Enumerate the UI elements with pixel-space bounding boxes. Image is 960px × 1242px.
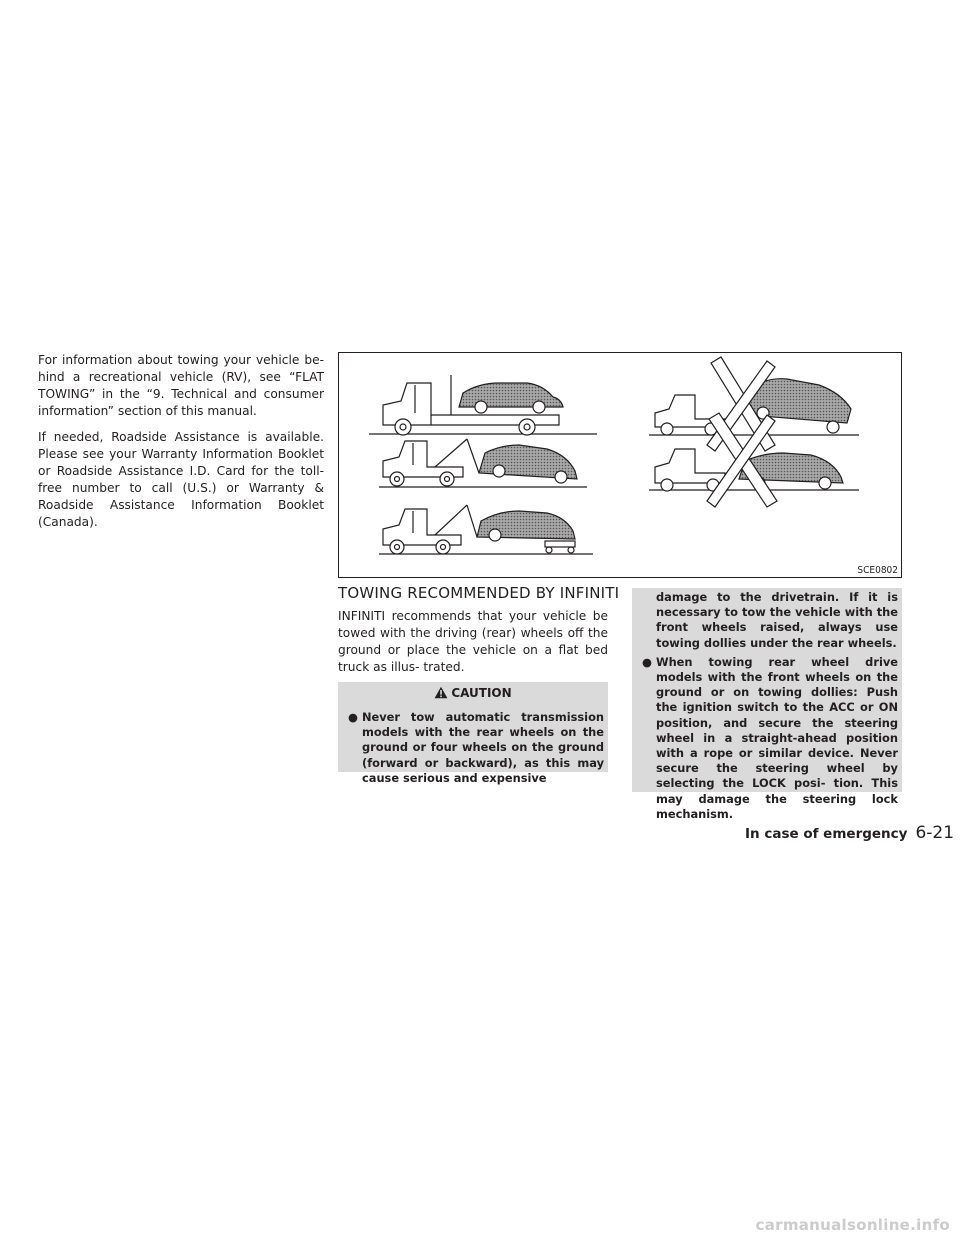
caution-item-2-text: When towing rear wheel drive models with the front wheels on the ground or on towing dollies: Push the ignition switch to the ACC or ON position, and secure the steering wheel in a straight-ahead position with a rope or similar device. Never secure the steering wheel by selecting the LOCK posi- tion. This may damage the steering lock mechanism. bbox=[656, 654, 898, 821]
bullet-icon: ● bbox=[642, 654, 652, 669]
wheel-lift-truck-drawing bbox=[379, 439, 587, 487]
dolly-tow-truck-drawing bbox=[379, 505, 593, 554]
towing-methods-drawing bbox=[339, 353, 903, 579]
bullet-icon: ● bbox=[348, 710, 358, 724]
section-title: TOWING RECOMMENDED BY INFINITI bbox=[338, 584, 620, 602]
page-number: 6-21 bbox=[915, 823, 955, 843]
caution-box bbox=[338, 682, 608, 785]
page-footer bbox=[745, 823, 954, 843]
figure-code: SCE0802 bbox=[857, 565, 898, 576]
caution-item-1-text: Never tow automatic transmission models with the rear wheels on the ground or four wheels on the ground (forward or backward), as this may cause serious and expensive bbox=[362, 710, 604, 785]
caution-item-1-continued: damage to the drivetrain. If it is necessary to tow the vehicle with the front wheels raised, always use towing dollies under the rear wheels. bbox=[656, 590, 898, 650]
roadside-assistance-paragraph: If needed, Roadside Assistance is available. Please see your Warranty Information Booklet or Roadside Assistance I.D. Card for the toll-free number to call (U.S.) or Warranty & Roadside Assistance Information Booklet (Canada). bbox=[38, 430, 324, 529]
rv-towing-paragraph: For information about towing your vehicle be- hind a recreational vehicle (RV), see “FLAT TOWING” in the “9. Technical and consumer information” section of this manual. bbox=[38, 353, 324, 418]
towing-illustration bbox=[338, 352, 902, 578]
caution-item-1 bbox=[348, 710, 604, 786]
intro-paragraph: INFINITI recommends that your vehicle be towed with the driving (rear) wheels off the ground or place the vehicle on a flat bed truck as illus- trated. bbox=[338, 609, 608, 674]
caution-label: CAUTION bbox=[451, 686, 512, 700]
warning-triangle-icon bbox=[434, 686, 448, 699]
caution-box-continued bbox=[632, 588, 902, 821]
chapter-name: In case of emergency bbox=[745, 826, 908, 842]
flatbed-truck-drawing bbox=[369, 375, 597, 435]
watermark: carmanualsonline.info bbox=[755, 1216, 950, 1234]
left-column bbox=[38, 352, 324, 540]
caution-heading bbox=[338, 686, 608, 700]
caution-item-2 bbox=[642, 655, 898, 822]
